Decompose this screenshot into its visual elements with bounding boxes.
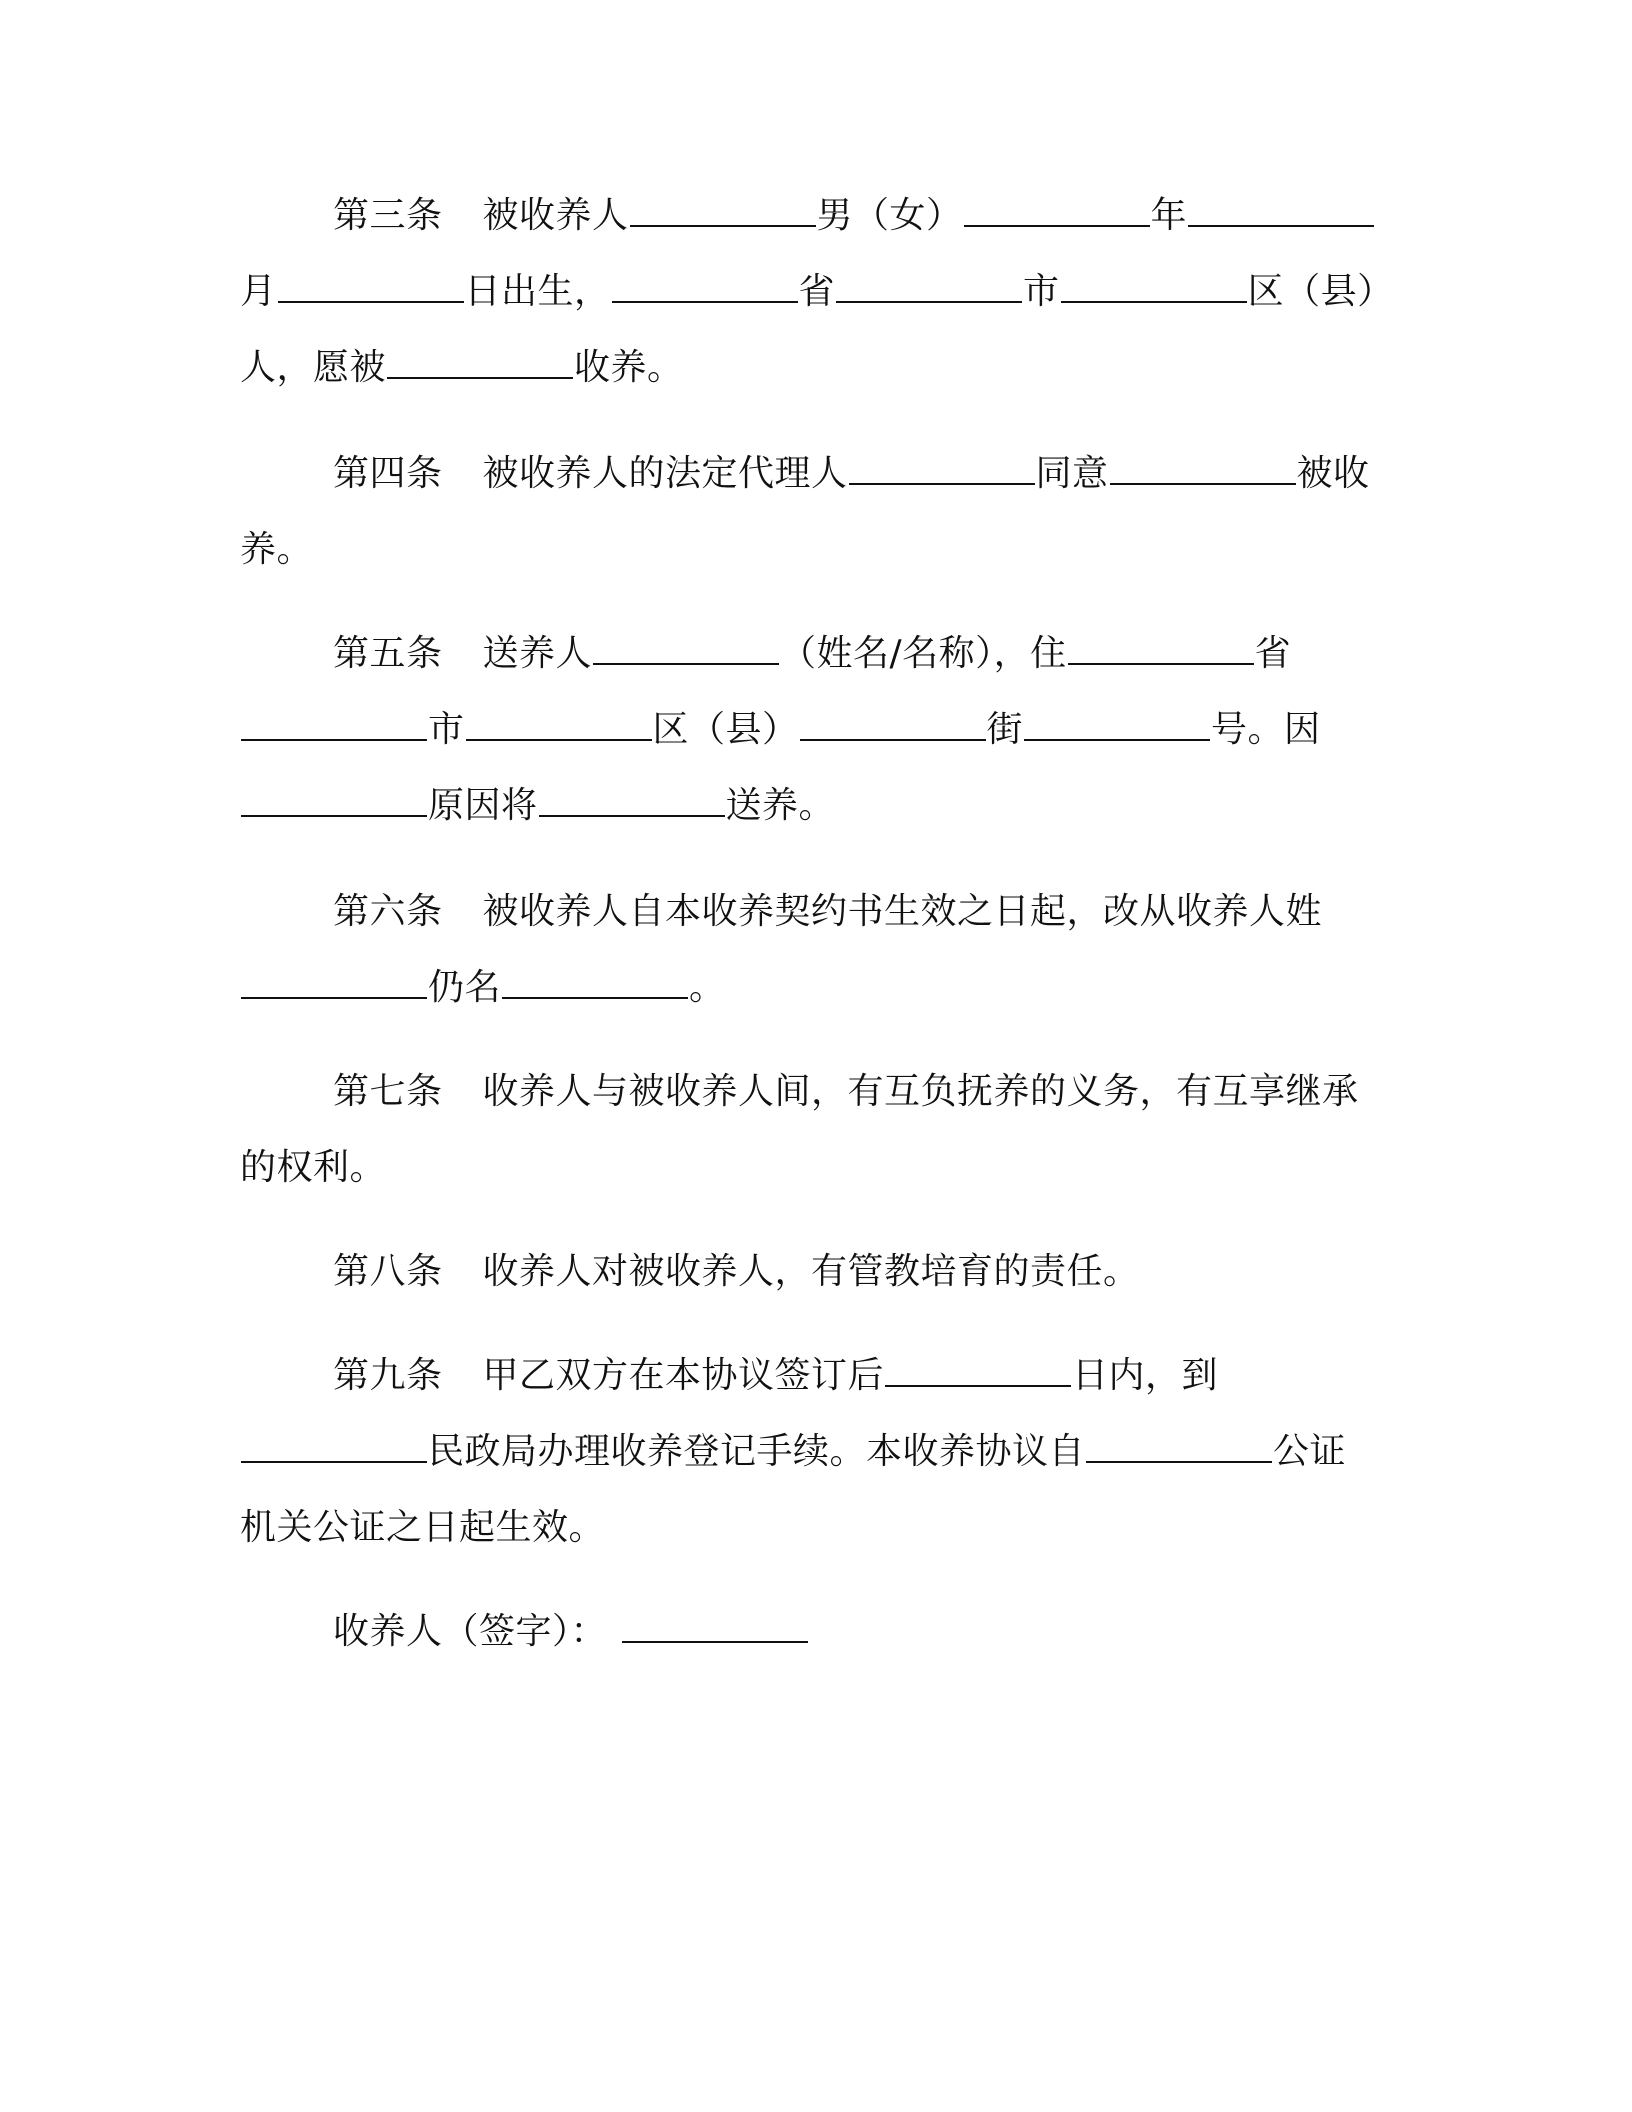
article-9-line-2 [240, 1428, 1346, 1476]
article-3-text: 省 [798, 271, 836, 312]
article-3-text: 日出生， [464, 271, 611, 312]
blank-field[interactable] [836, 269, 1022, 303]
article-9-text: 机关公证之日起生效。 [240, 1507, 606, 1548]
blank-field[interactable] [964, 193, 1150, 227]
blank-field[interactable] [593, 631, 779, 665]
article-3-text: 月 [240, 271, 277, 312]
blank-field[interactable] [278, 269, 464, 303]
blank-field[interactable] [1086, 1429, 1272, 1463]
article-4-line-2 [240, 526, 313, 574]
blank-field[interactable] [612, 269, 798, 303]
article-3-text: 被收养人 [482, 195, 629, 236]
article-5-text: 号。因 [1211, 709, 1321, 750]
article-3-text: 区（县） [1247, 271, 1394, 312]
blank-field[interactable] [539, 783, 725, 817]
article-4-text: 同意 [1035, 453, 1109, 494]
article-5-line-3 [240, 782, 835, 830]
article-7-line-2 [240, 1144, 386, 1192]
blank-field[interactable] [502, 965, 688, 999]
blank-field[interactable] [1110, 451, 1296, 485]
article-3-text: 人，愿被 [240, 347, 387, 388]
blank-field[interactable] [1061, 269, 1247, 303]
article-9-text: 公证 [1273, 1431, 1347, 1472]
article-5-text: 原因将 [428, 785, 538, 826]
article-9-text: 甲乙双方在本协议签订后 [482, 1355, 885, 1396]
blank-field[interactable] [800, 707, 986, 741]
article-3-text: 男（女） [816, 195, 963, 236]
article-3-line-3 [240, 344, 684, 392]
article-7-line-1 [333, 1068, 1359, 1116]
blank-field[interactable] [241, 965, 427, 999]
article-6-line-2 [240, 964, 726, 1012]
article-8-text: 收养人对被收养人，有管教培育的责任。 [482, 1251, 1140, 1292]
article-5-text: 市 [428, 709, 465, 750]
article-3-text: 收养。 [574, 347, 684, 388]
blank-field[interactable] [466, 707, 652, 741]
blank-field[interactable] [885, 1353, 1071, 1387]
article-3-line-1 [333, 192, 1375, 240]
article-4-text: 被收 [1296, 453, 1370, 494]
article-5-line-1 [333, 630, 1291, 678]
article-7-text: 的权利。 [240, 1147, 387, 1188]
signature-label: 收养人（签字）： [333, 1611, 608, 1652]
article-7-text: 收养人与被收养人间，有互负抚养的义务，有互享继承 [482, 1071, 1359, 1112]
article-7-label: 第七条 [333, 1071, 443, 1112]
article-6-label: 第六条 [333, 891, 443, 932]
article-8-line-1 [333, 1248, 1140, 1296]
article-6-text: 。 [689, 967, 726, 1008]
blank-field[interactable] [241, 783, 427, 817]
blank-field[interactable] [1024, 707, 1210, 741]
article-9-label: 第九条 [333, 1355, 443, 1396]
blank-field[interactable] [849, 451, 1035, 485]
article-3-text: 年 [1150, 195, 1188, 236]
article-6-line-1 [333, 888, 1322, 936]
article-6-text: 被收养人自本收养契约书生效之日起，改从收养人姓 [482, 891, 1323, 932]
article-5-text: 送养。 [725, 785, 836, 826]
article-9-text: 民政局办理收养登记手续。本收养协议自 [428, 1431, 1086, 1472]
blank-field[interactable] [241, 1429, 427, 1463]
article-5-label: 第五条 [333, 633, 443, 674]
article-4-label: 第四条 [333, 453, 443, 494]
article-9-line-3 [240, 1504, 605, 1552]
signature-field[interactable] [622, 1609, 808, 1643]
blank-field[interactable] [1068, 631, 1254, 665]
article-9-text: 日内，到 [1072, 1355, 1219, 1396]
blank-field[interactable] [387, 345, 573, 379]
blank-field[interactable] [630, 193, 816, 227]
signature-line [333, 1608, 809, 1656]
article-3-label: 第三条 [333, 195, 443, 236]
article-4-text: 被收养人的法定代理人 [482, 453, 848, 494]
article-6-text: 仍名 [428, 967, 502, 1008]
article-5-text: 街 [986, 709, 1024, 750]
article-5-text: 区（县） [652, 709, 799, 750]
article-3-text: 市 [1023, 271, 1060, 312]
article-5-text: 送养人 [482, 633, 593, 674]
blank-field[interactable] [241, 707, 427, 741]
article-3-line-2 [240, 268, 1394, 316]
blank-field[interactable] [1188, 193, 1374, 227]
article-4-text: 养。 [240, 529, 314, 570]
article-9-line-1 [333, 1352, 1218, 1400]
article-5-text: （姓名/名称），住 [780, 633, 1067, 674]
article-5-line-2 [240, 706, 1321, 754]
article-8-label: 第八条 [333, 1251, 443, 1292]
article-5-text: 省 [1254, 633, 1292, 674]
article-4-line-1 [333, 450, 1370, 498]
